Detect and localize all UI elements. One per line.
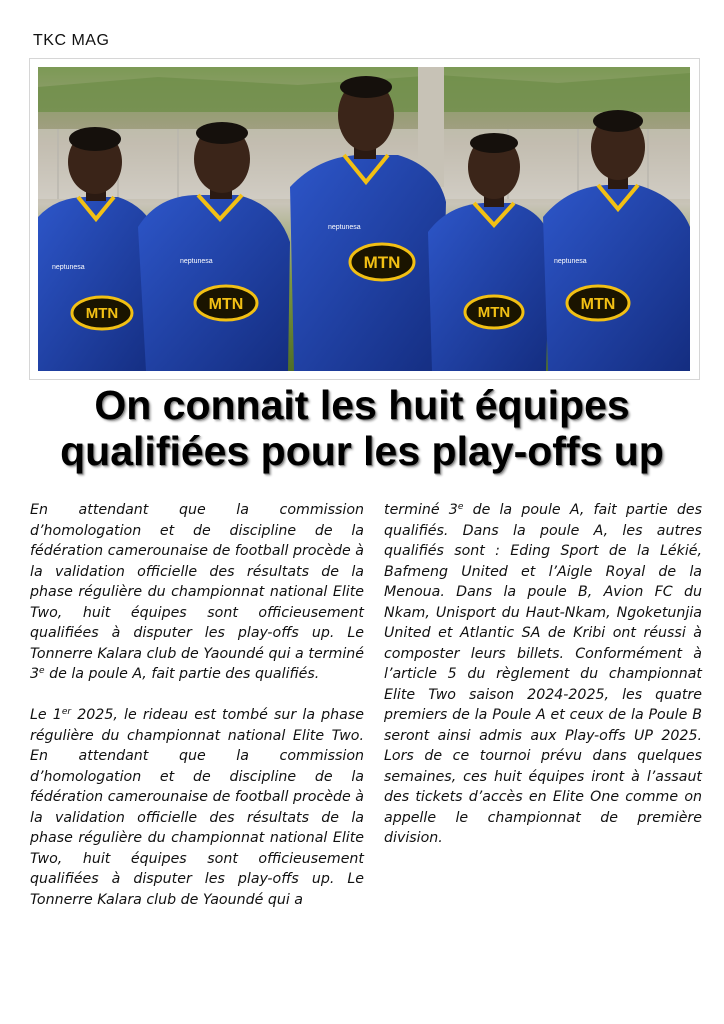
kit-supplier-text: neptunesa xyxy=(328,224,361,231)
kit-supplier-text: neptunesa xyxy=(554,258,587,265)
kit-supplier-text: neptunesa xyxy=(52,264,85,271)
article-column-left xyxy=(30,500,364,910)
headline-line-2: qualifiées pour les play-offs up xyxy=(60,428,664,474)
article-headline xyxy=(20,382,704,474)
article-column-right xyxy=(384,500,702,849)
paragraph: Le 1er 2025, le rideau est tombé sur la phase régulière du championnat national Elite Two. En attendant que la commission d’homologation et de discipline de la fédération camerounaise de football procède à la validation officielle des résultats de la phase régulière du championnat national Elite Two, huit équipes sont officieusement qualifiées à disputer les play-offs up. Le Tonnerre Kalara club de Yaoundé qui a xyxy=(30,707,364,908)
team-photo xyxy=(38,67,690,371)
kit-supplier-text: neptunesa xyxy=(180,258,213,265)
jersey-sponsor-text: MTN xyxy=(580,296,616,313)
photo-frame xyxy=(29,58,700,380)
jersey-sponsor-text: MTN xyxy=(363,253,401,272)
paragraph: En attendant que la commission d’homologation et de discipline de la fédération camerounaise de football procède à la validation officielle des résultats de la phase régulière du championnat national Elite Two, huit équipes sont officieusement qualifiées à disputer les play-offs up. Le Tonnerre Kalara club de Yaoundé qui a terminé 3e de la poule A, fait partie des qualifiés. xyxy=(30,502,364,682)
headline-line-1: On connait les huit équipes xyxy=(94,382,630,428)
paragraph: terminé 3e de la poule A, fait partie des qualifiés. Dans la poule A, les autres qualifiés sont : Eding Sport de la Lékié, Bafmeng United et l’Aigle Royal de la Menoua. Dans la poule B, Avion FC du Nkam, Unisport du Haut-Nkam, Ngoketunjia United et Atlantic SA de Kribi ont réussi à composter leurs billets. Conformément à l’article 5 du règlement du championnat Elite Two saison 2024-2025, les quatre premiers de la Poule A et ceux de la Poule B seront ainsi admis aux Play-offs UP 2025. Lors de ce tournoi prévu dans quelques semaines, ces huit équipes iront à l’assaut des tickets d’accès en Elite One comme on appelle le championnat de première division. xyxy=(384,502,702,846)
jersey-sponsor-text: MTN xyxy=(477,304,511,321)
jersey-sponsor-text: MTN xyxy=(208,296,244,313)
jersey-sponsor-text: MTN xyxy=(85,305,119,322)
magazine-name: TKC MAG xyxy=(33,32,110,49)
